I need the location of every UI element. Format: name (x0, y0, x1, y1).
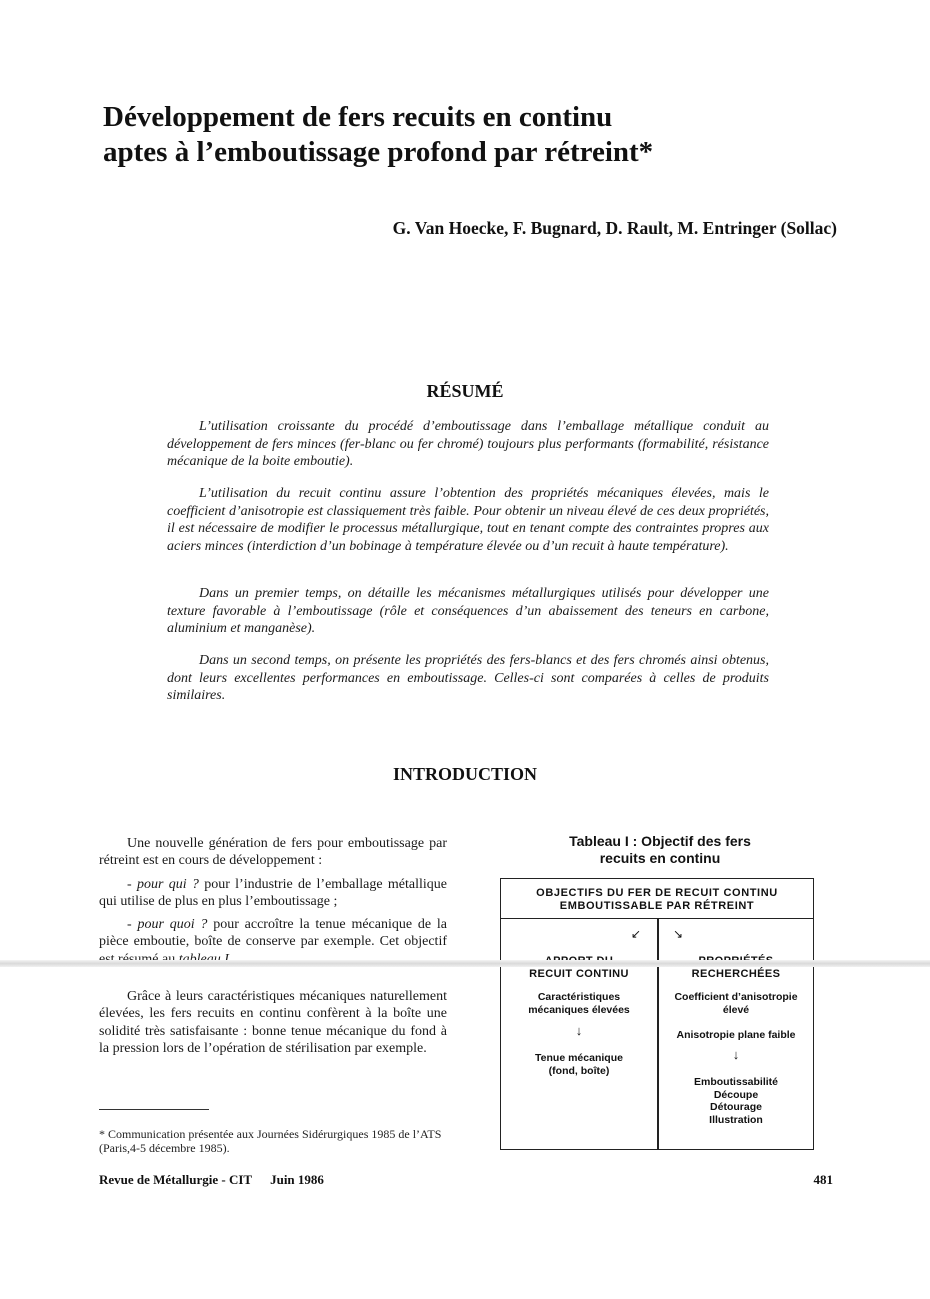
intro-paragraph-2: - pour qui ? pour l’industrie de l’emballage métallique qui utilise de plus en plus l’emboutissage ; (99, 876, 447, 909)
issue-date: Juin 1986 (270, 1172, 324, 1187)
introduction-body (99, 835, 447, 1057)
intro-paragraph-4: Grâce à leurs caractéristiques mécaniques naturellement élevées, les fers recuits en continu confèrent à la boîte une solidité très satisfaisante : bonne tenue mécanique du fond à la pression lors de l’opération de stérilisation par exemple. (99, 989, 447, 1056)
footnote-rule (99, 1109, 209, 1110)
table-header: OBJECTIFS DU FER DE RECUIT CONTINU EMBOUTISSABLE PAR RÉTREINT (501, 879, 813, 919)
right-column-title: RECHERCHÉES (691, 967, 781, 980)
resume-paragraph-1: L’utilisation croissante du procédé d’emboutissage dans l’emballage métallique conduit au développement de fers minces (fer-blanc ou fer chromé) toujours plus performants (formabilité, résistance mécanique de la boite emboutie). (167, 419, 769, 469)
authors: G. Van Hoecke, F. Bugnard, D. Rault, M. Entringer (Sollac) (392, 218, 837, 238)
arrow-down-left-icon: ↙ (631, 927, 642, 941)
arrow-down-icon: ↓ (575, 1023, 583, 1038)
title-line-1: Développement de fers recuits en continu (103, 101, 613, 133)
introduction-heading: INTRODUCTION (392, 764, 538, 784)
article-title (103, 100, 823, 170)
resume-paragraph-3: Dans un premier temps, on détaille les mécanismes métallurgiques utilisés pour développer une texture favorable à l’emboutissage (rôle et conséquences d’un abaissement des teneurs en carbone, aluminium et manganèse). (167, 586, 769, 636)
title-line-2: aptes à l’emboutissage profond par rétreint* (103, 136, 654, 168)
right-item-1: Coefficient d’anisotropie élevé (674, 991, 798, 1016)
right-item-2: Anisotropie plane faible (676, 1029, 796, 1041)
objectives-table (500, 878, 814, 1150)
scan-artifact (0, 960, 930, 967)
left-item-2: Tenue mécanique (fond, boîte) (535, 1052, 623, 1077)
journal-name: Revue de Métallurgie - CIT (99, 1172, 253, 1187)
arrow-down-right-icon: ↘ (673, 927, 684, 941)
left-item-1: Caractéristiques mécaniques élevées (528, 991, 630, 1016)
journal-footer (99, 1172, 324, 1188)
footnote: * Communication présentée aux Journées Sidérurgiques 1985 de l’ATS (Paris,4-5 décembre 1985). (99, 1127, 442, 1155)
table-caption: Tableau I : Objectif des fers recuits en continu (569, 833, 751, 866)
resume-paragraph-2: L’utilisation du recuit continu assure l’obtention des propriétés mécaniques élevées, mais le coefficient d’anisotropie est classiquement très faible. Pour obtenir un niveau élevé de ces deux propriétés, il est nécessaire de modifier le processus métallurgique, tout en tenant compte des contraintes propres aux aciers minces (interdiction d’un bobinage à température élevée ou d’un recuit à haute température). (167, 486, 769, 554)
arrow-down-icon: ↓ (732, 1047, 740, 1062)
intro-paragraph-1: Une nouvelle génération de fers pour emboutissage par rétreint est en cours de développement : (99, 836, 447, 869)
resume-heading: RÉSUMÉ (426, 381, 504, 401)
intro-paragraph-3: - pour quoi ? pour accroître la tenue mécanique de la pièce emboutie, boîte de conserve par exemple. Cet objectif (99, 916, 447, 968)
left-column-title: RECUIT CONTINU (529, 967, 629, 980)
right-item-list: Emboutissabilité Découpe Détourage Illustration (693, 1076, 778, 1126)
page-number: 481 (813, 1172, 833, 1187)
resume-paragraph-4: Dans un second temps, on présente les propriétés des fers-blancs et des fers chromés ainsi obtenus, dont leurs excellentes performances en emboutissage. Celles-ci sont comparées à celles de produits similaires. (167, 653, 769, 703)
